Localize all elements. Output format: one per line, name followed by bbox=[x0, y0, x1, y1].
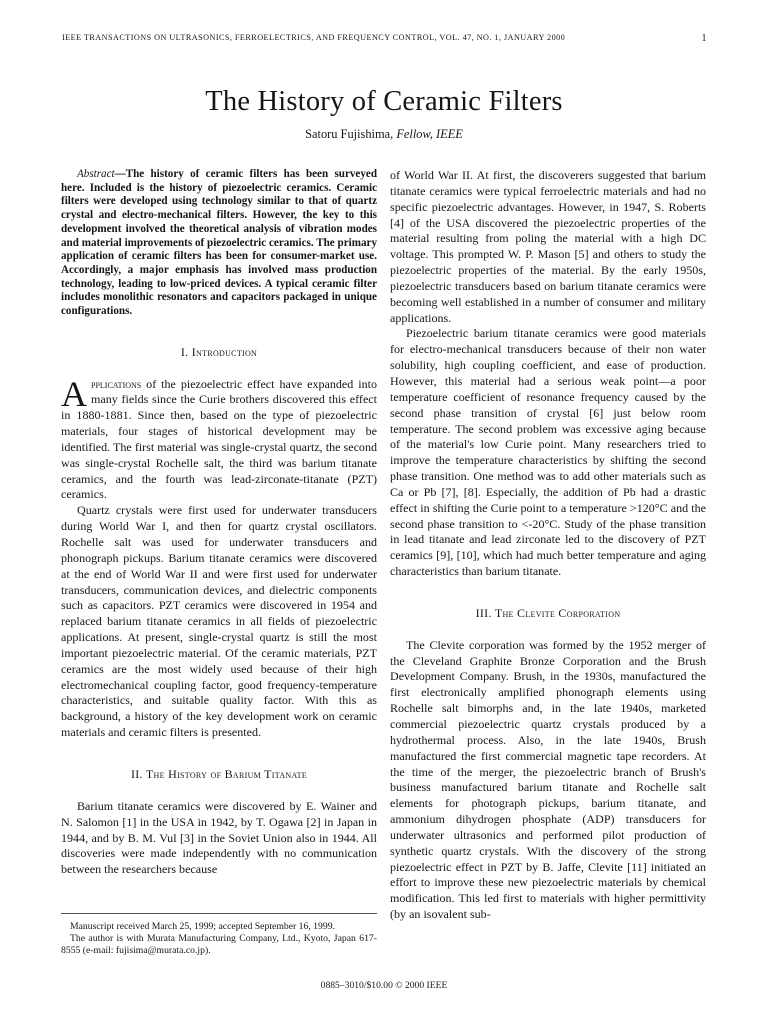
footnote-divider bbox=[61, 913, 377, 914]
left-column bbox=[61, 168, 377, 878]
barium-paragraph-1-part-2: of World War II. At first, the discoverers suggested that barium titanate ceramics were typical ferroelectric materials and had no specific piezoelectric advantages. However, in 1947, S. Roberts [4] of the USA discovered the piezoelectric properties of the material resulting from poling the material with a high DC voltage. This prompted W. P. Mason [5] and others to study the piezoelectric properties of the material. By the early 1950s, piezoelectric transducers based on barium titanate ceramics were becoming well established in a number of consumer and military applications. bbox=[390, 168, 706, 325]
author-affiliation: Fellow, IEEE bbox=[396, 127, 463, 141]
drop-cap: A bbox=[61, 373, 87, 414]
section-heading-clevite: III. The Clevite Corporation bbox=[475, 605, 621, 620]
clevite-paragraph-1: The Clevite corporation was formed by the 1952 merger of the Cleveland Graphite Bronze Corporation and the Brush Development Company. Brush, in the 1930s, manufactured the first electronically amplified phonograph elements using Rochelle salt bimorphs and, in the late 1940s, marketed commercial piezoelectric quartz crystals produced by a hydrothermal process. Also, in the late 1940s, Brush manufactured the first commercial magnetic tape recorders. At the time of the merger, the piezoelectric branch of Brush's business manufactured barium titanate and Rochelle salt elements for photograph pickups, barium titanate, and ammonium dihydrogen phosphate (ADP) transducers for underwater ultrasonics and performed pilot production of synthetic quartz crystals. With the discovery of the strong piezoelectric effect in PZT by B. Jaffe, Clevite [11] initiated an effort to improve these new piezoelectric materials by chemical modification. This led first to materials with higher permittivity (by an isovalent sub- bbox=[390, 637, 706, 922]
footnote-author-info: The author is with Murata Manufacturing Company, Ltd., Kyoto, Japan 617-8555 (e-mail: fujisima@murata.co.jp). bbox=[61, 933, 377, 956]
barium-paragraph-2: Piezoelectric barium titanate ceramics were good materials for electro-mechanical transducers because of their non water solubility, high coupling coefficient, and ease of production. However, this material had a serious weak point—a poor temperature coefficient of resonance frequency caused by the second phase transition of crystal [6] just below room temperature. The second problem was excessive aging because of the material's low Curie point. Many researchers tried to improve the temperature characteristics by shifting the second phase transition. One method was to add other materials such as Ca or Pb [7], [8]. Especially, the addition of Pb had a drastic effect in shifting the Curie point to a temperature >120°C and the second phase transition to <-20°C. Study of the phase transition in lead titanate and lead zirconate led to the discovery of PZT ceramics [9], [10], which had much better temperature and aging characteristics than barium titanate. bbox=[390, 326, 706, 579]
author-name: Satoru Fujishima, bbox=[305, 127, 394, 141]
copyright-footer: 0885–3010/$10.00 © 2000 IEEE bbox=[320, 980, 448, 991]
page-number: 1 bbox=[701, 33, 707, 44]
intro-paragraph-1 bbox=[61, 373, 377, 504]
section-heading-introduction: I. Introduction bbox=[180, 344, 258, 359]
barium-paragraph-1-part-1: Barium titanate ceramics were discovered by E. Wainer and N. Salomon [1] in the USA in 1942, by T. Ogawa [2] in Japan in 1944, and by B. M. Vul [3] in the Soviet Union also in 1944. All discoveries were made independently with no communication between the researchers because bbox=[61, 798, 377, 877]
intro-p1-text: of the piezoelectric effect have expanded into many fields since the Curie brothers discovered this effect in 1880-1881. Since then, based on the type of piezoelectric materials, four stages of historical development may be identified. The first material was single-crystal quartz, the second was single-crystal Rochelle salt, the third was barium titanate ceramics, and the fourth was lead-zirconate-titanate (PZT) ceramics. bbox=[61, 376, 377, 502]
intro-lead-caps: pplications bbox=[91, 376, 142, 391]
abstract bbox=[61, 168, 377, 319]
intro-paragraph-2: Quartz crystals were first used for underwater transducers during World War I, and then for quartz crystal oscillators. Rochelle salt was used for underwater transducers and phonograph pickups. Barium titanate ceramics were discovered at the end of World War II and were first used for underwater transducers, communication devices, and dielectric components such as capacitors. PZT ceramics were discovered in 1954 and replaced barium titanate ceramics in all fields of piezoelectric applications. At present, single-crystal quartz is still the most important piezoelectric material. Of the ceramic materials, PZT ceramics are the most widely used because of their high electromechanical coupling factor, good frequency-temperature characteristics, and suitable quality factor. With this as background, a history of the key development work on ceramic materials and ceramic filters is presented. bbox=[61, 503, 377, 740]
footnote bbox=[61, 921, 377, 957]
journal-running-title: IEEE TRANSACTIONS ON ULTRASONICS, FERROELECTRICS, AND FREQUENCY CONTROL, VOL. 47, NO. 1, JANUARY 2000 bbox=[62, 33, 566, 42]
right-column bbox=[390, 168, 706, 923]
abstract-text: —The history of ceramic filters has been surveyed here. Included is the history of piezoelectric ceramics. Ceramic filters were developed using technology similar to that of quartz crystal and electro-mechanical filters. However, the key to this development involved the theoretical analysis of vibration modes and material improvements of piezoelectric ceramics. The primary application of ceramic filters has been for consumer-market use. Accordingly, a major emphasis has involved mass production technology, leading to low-priced devices. A typical ceramic filter includes monolithic resonators and capacitors packaged in unique configurations. bbox=[61, 168, 377, 318]
abstract-label: Abstract bbox=[77, 168, 115, 180]
footnote-received: Manuscript received March 25, 1999; accepted September 16, 1999. bbox=[70, 921, 335, 932]
paper-title: The History of Ceramic Filters bbox=[205, 86, 563, 117]
section-heading-barium-titanate: II. The History of Barium Titanate bbox=[130, 766, 308, 781]
author-line bbox=[0, 127, 768, 142]
